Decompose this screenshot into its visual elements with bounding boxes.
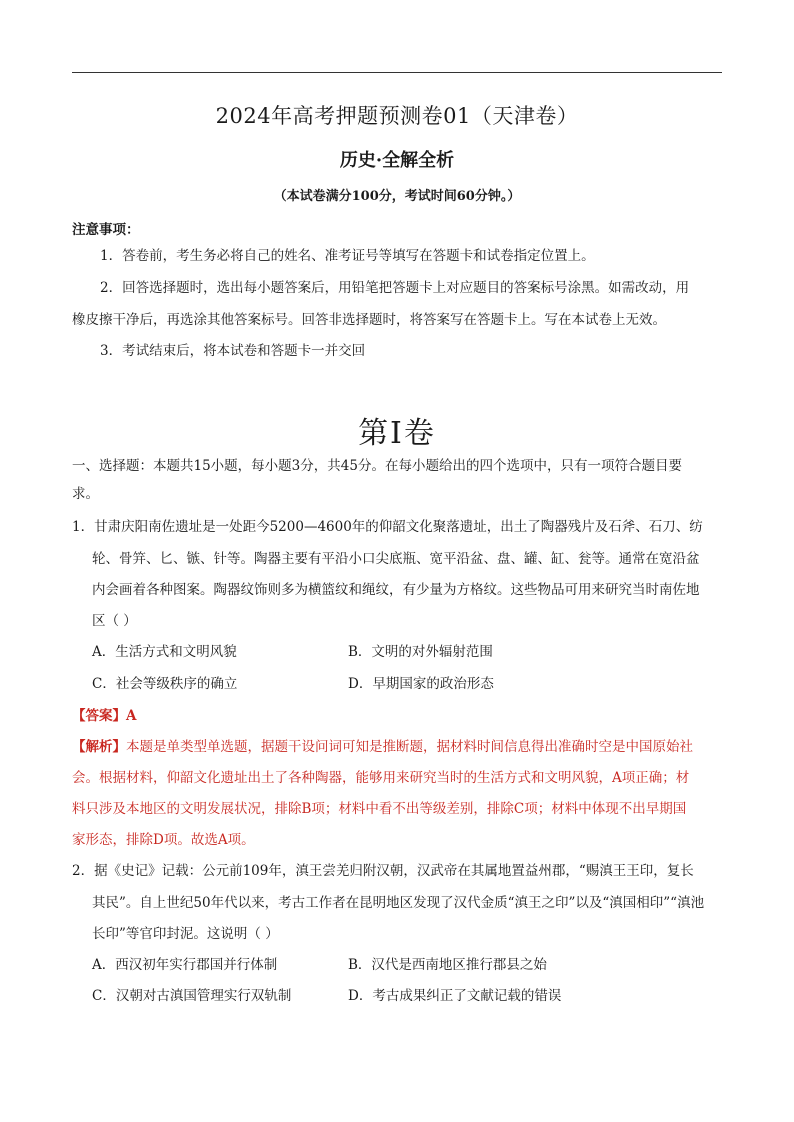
question-1-analysis-text: 料只涉及本地区的文明发展状况，排除B项；材料中看不出等级差别，排除C项；材料中体现不出早期国 xyxy=(72,801,687,817)
section-instructions-continued: 求。 xyxy=(72,486,99,502)
question-1-answer xyxy=(72,706,136,726)
notes-title: 注意事项： xyxy=(72,222,140,238)
question-1-analysis-text: 会。根据材料，仰韶文化遗址出土了各种陶器，能够用来研究当时的生活方式和文明风貌，A项正确；材 xyxy=(72,770,690,786)
note-item: 2．回答选择题时，选出每小题答案后，用铅笔把答题卡上对应题目的答案标号涂黑。如需改动，用 xyxy=(100,280,690,296)
page-subtitle: 历史·全解全析 xyxy=(339,150,455,171)
question-1-analysis-text: 家形态，排除D项。故选A项。 xyxy=(72,832,255,848)
question-1-stem: 内会画着各种图案。陶器纹饰则多为横篮纹和绳纹，有少量为方格纹。这些物品可用来研究当时南佐地 xyxy=(92,582,700,598)
analysis-label: 【解析】 xyxy=(72,739,126,755)
question-1-stem: 轮、骨笄、匕、镞、针等。陶器主要有平沿小口尖底瓶、宽平沿盆、盘、罐、缸、瓮等。通常在宽沿盆 xyxy=(92,551,700,567)
page-title: 2024年高考押题预测卷01（天津卷） xyxy=(215,104,579,128)
question-1-stem: 1．甘肃庆阳南佐遗址是一处距今5200—4600年的仰韶文化聚落遗址，出土了陶器残片及石斧、石刀、纺 xyxy=(72,519,703,535)
note-item-continued: 橡皮擦干净后，再选涂其他答案标号。回答非选择题时，将答案写在答题卡上。写在本试卷上无效。 xyxy=(72,312,666,328)
analysis-text: 本题是单类型单选题，据题干设问词可知是推断题，据材料时间信息得出准确时空是中国原始社 xyxy=(126,739,693,755)
answer-value: A xyxy=(126,708,137,724)
answer-label: 【答案】 xyxy=(72,708,126,724)
question-1-option-b: B．文明的对外辐射范围 xyxy=(348,644,493,660)
note-item: 1．答卷前，考生务必将自己的姓名、准考证号等填写在答题卡和试卷指定位置上。 xyxy=(100,248,595,264)
section-instructions: 一、选择题：本题共15小题，每小题3分，共45分。在每小题给出的四个选项中，只有一项符合题目要 xyxy=(72,458,682,474)
volume-title: 第Ⅰ卷 xyxy=(358,416,436,451)
question-1-option-a: A．生活方式和文明风貌 xyxy=(92,644,237,660)
header-rule xyxy=(72,72,722,73)
question-2-option-b: B．汉代是西南地区推行郡县之始 xyxy=(348,957,547,973)
question-2-stem: 长印”等官印封泥。这说明（ ） xyxy=(92,926,279,942)
question-2-option-c: C．汉朝对古滇国管理实行双轨制 xyxy=(92,988,292,1004)
exam-info: （本试卷满分100分，考试时间60分钟。） xyxy=(273,189,521,204)
question-1-stem: 区（ ） xyxy=(92,613,137,629)
question-2-stem: 2．据《史记》记载：公元前109年，滇王尝羌归附汉朝，汉武帝在其属地置益州郡，“赐滇王王印，复长 xyxy=(72,863,694,879)
note-item: 3．考试结束后，将本试卷和答题卡一并交回 xyxy=(100,343,366,359)
question-2-option-a: A．西汉初年实行郡国并行体制 xyxy=(92,957,278,973)
question-1-option-c: C．社会等级秩序的确立 xyxy=(92,676,238,692)
question-2-option-d: D．考古成果纠正了文献记载的错误 xyxy=(348,988,562,1004)
question-1-option-d: D．早期国家的政治形态 xyxy=(348,676,494,692)
question-2-stem: 其民”。自上世纪50年代以来，考古工作者在昆明地区发现了汉代金质“滇王之印”以及“滇国相印”“滇池 xyxy=(92,895,705,911)
question-1-analysis xyxy=(72,737,693,757)
